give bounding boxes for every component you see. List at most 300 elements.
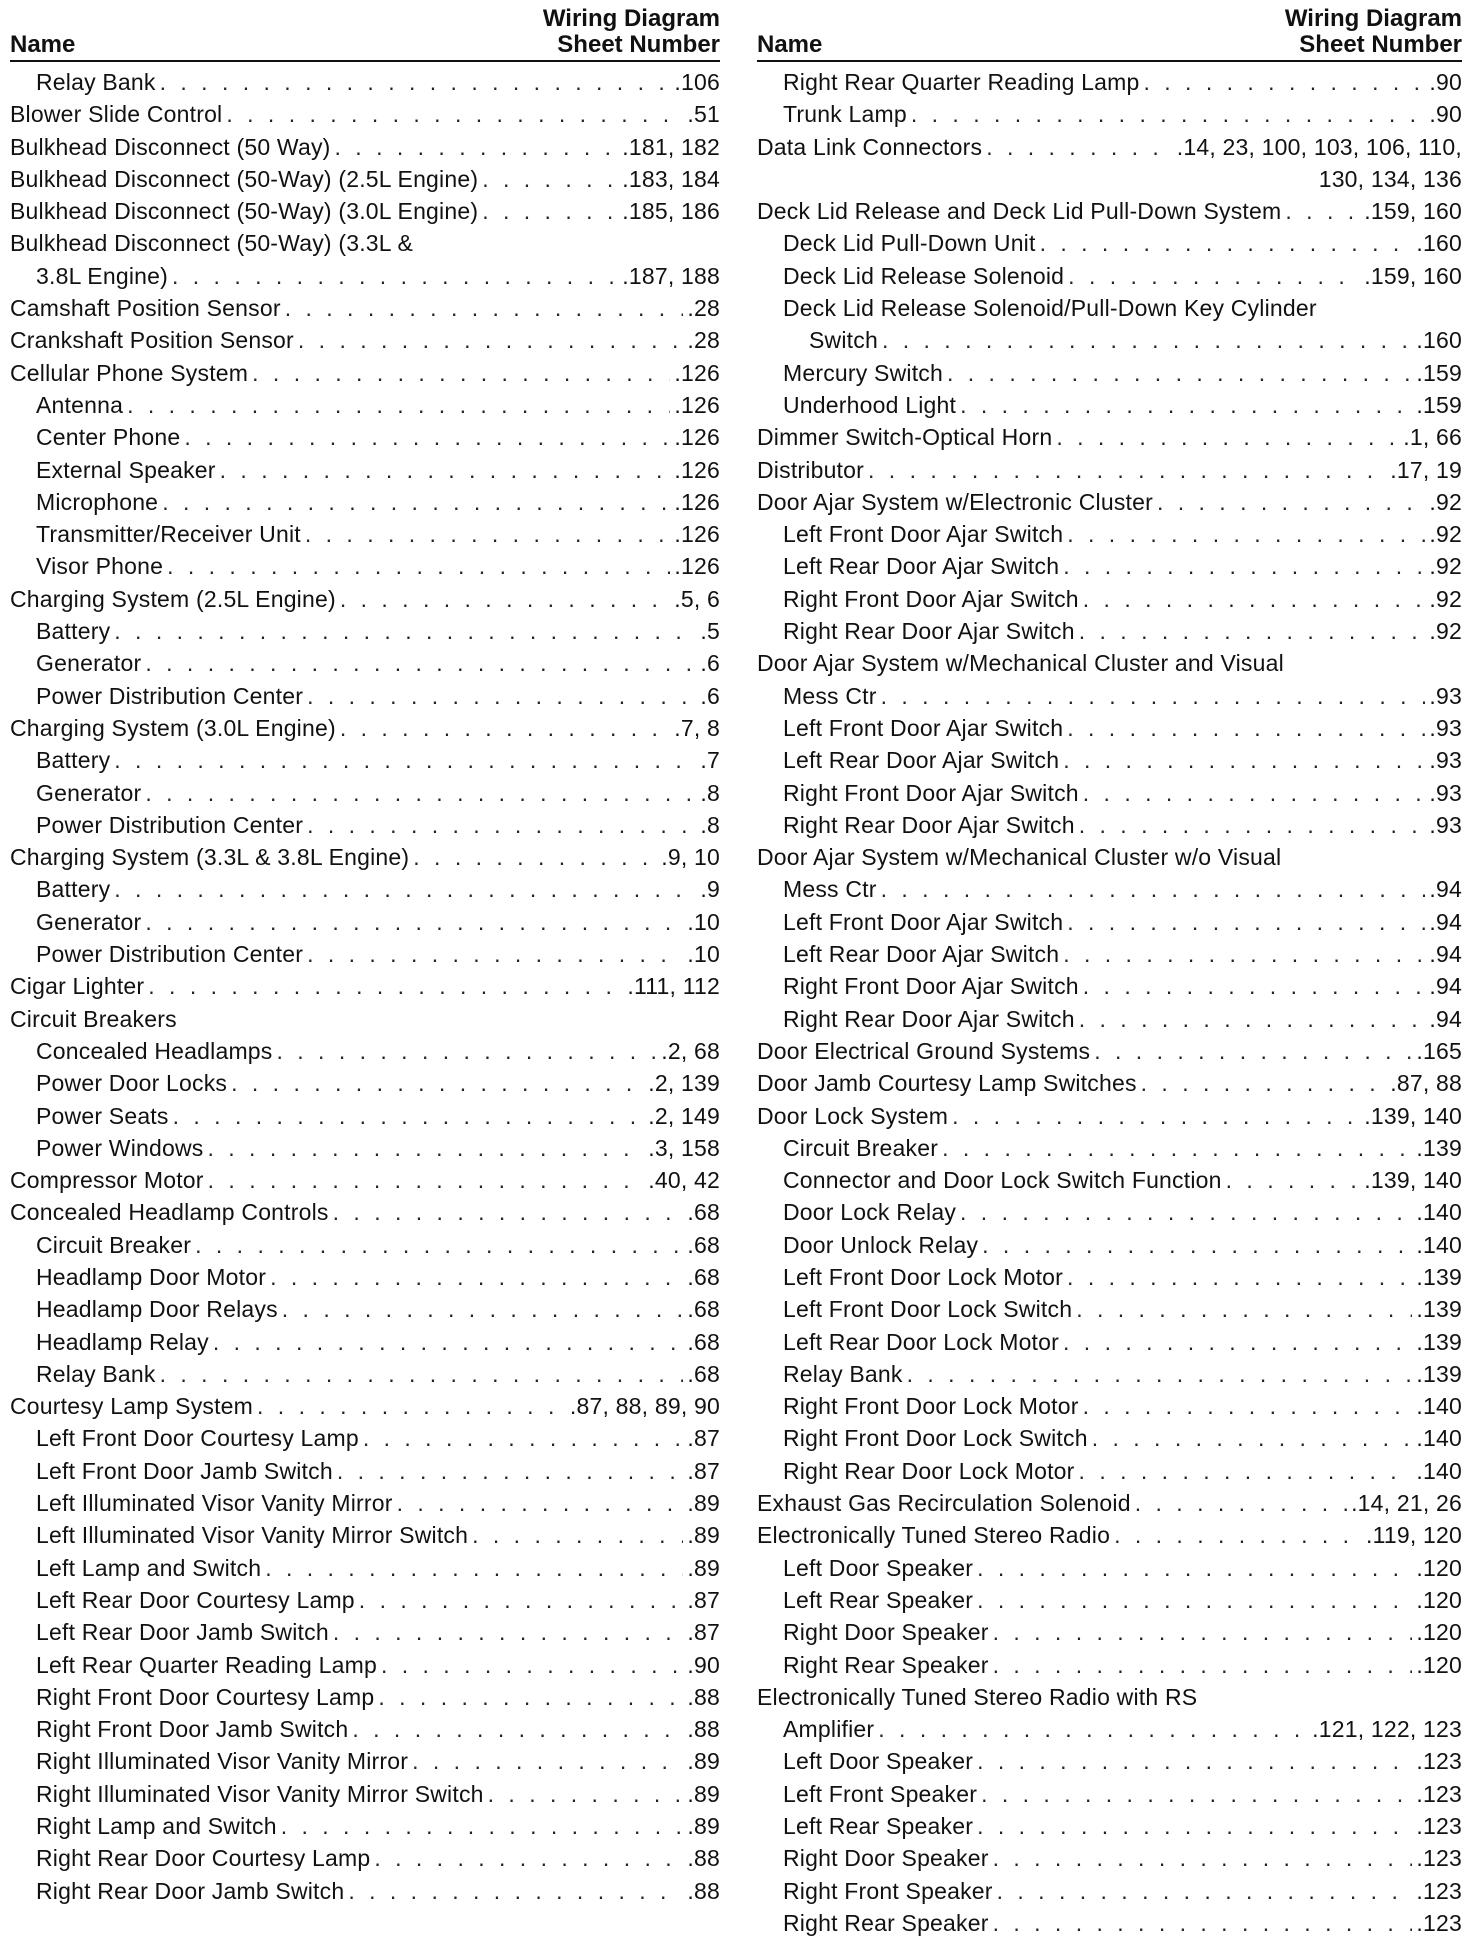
entry-line [36,486,720,518]
index-entry [10,1196,720,1228]
entry-name-lead: Door Ajar System w/Mechanical Cluster and Visual [757,650,1284,677]
dot-leader [348,1875,683,1907]
sheet-number: .185, 186 [622,198,720,225]
entry-line [783,1584,1462,1616]
index-entry [757,1681,1462,1746]
entry-name: Blower Slide Control [10,101,223,128]
entry-line [10,195,720,227]
sheet-number: .87 [687,1619,720,1646]
dot-leader [1135,1487,1347,1519]
sheet-number: .123 [1416,1845,1462,1872]
entry-name: Power Seats [36,1102,169,1129]
index-entry [10,906,720,938]
entry-line [783,1326,1462,1358]
sheet-number: .90 [1429,69,1462,95]
entry-name: Microphone [36,488,159,515]
entry-name: Left Rear Door Ajar Switch [783,553,1060,580]
dot-leader [1083,970,1426,1002]
entry-line [10,98,720,130]
dot-leader [982,1229,1412,1261]
entry-line [36,1552,720,1584]
entry-line [36,1261,720,1293]
index-entry [10,1422,720,1454]
entry-name: Bulkhead Disconnect (50 Way) [10,133,331,160]
index-entry [757,1649,1462,1681]
sheet-number: .123 [1416,1813,1462,1840]
dot-leader [145,906,683,938]
entry-line [757,680,1462,712]
sheet-number: .123 [1416,1877,1462,1904]
sheet-number: .139, 140 [1364,1102,1462,1129]
entry-name: Right Lamp and Switch [36,1813,277,1840]
entry-name: Left Front Door Ajar Switch [783,908,1064,935]
dot-leader [1114,1519,1362,1551]
entry-name: Left Rear Door Ajar Switch [783,941,1060,968]
index-entry [757,841,1462,906]
entry-line [783,1810,1462,1842]
entry-name: Trunk Lamp [783,101,907,128]
entry-name: Left Front Door Courtesy Lamp [36,1425,359,1452]
entry-name: Left Lamp and Switch [36,1554,262,1581]
entry-name: Generator [36,779,142,806]
sheet-number: .10 [687,908,720,935]
entry-name-lead: Door Ajar System w/Mechanical Cluster w/o Visual [757,844,1282,871]
entry-line [36,809,720,841]
dot-leader [482,195,618,227]
index-entry [757,1358,1462,1390]
index-entry [10,1616,720,1648]
entry-name: Left Front Door Lock Motor [783,1263,1064,1290]
dot-leader [305,518,671,550]
index-entry [10,680,720,712]
entry-line [757,1035,1462,1067]
dot-leader [1063,938,1425,970]
dot-leader [993,1907,1413,1939]
entry-name: Left Front Door Jamb Switch [36,1457,333,1484]
sheet-number: .9 [700,876,720,903]
index-entry [10,1713,720,1745]
sheet-number: .2, 139 [648,1070,720,1097]
dot-leader [977,1584,1412,1616]
entry-name: Door Electrical Ground Systems [757,1037,1091,1064]
entry-name: Right Rear Quarter Reading Lamp [783,69,1140,95]
entry-name: Concealed Headlamps [36,1037,273,1064]
entry-line [36,421,720,453]
sheet-number: .92 [1429,585,1462,612]
index-entry [757,906,1462,938]
entry-line [783,260,1462,292]
entry-name: Deck Lid Release and Deck Lid Pull-Down System [757,198,1282,225]
sheet-number: .89 [687,1554,720,1581]
sheet-number: .89 [687,1490,720,1517]
entry-line [10,260,720,292]
entry-line [783,970,1462,1002]
entry-line [783,615,1462,647]
entry-line [36,389,720,421]
entry-name: Headlamp Door Motor [36,1263,267,1290]
entry-name: Left Rear Quarter Reading Lamp [36,1651,377,1678]
entry-line [36,873,720,905]
entry-line [783,1003,1462,1035]
sheet-number: .8 [700,811,720,838]
entry-line [36,550,720,582]
index-entry [10,1164,720,1196]
entry-line [757,1067,1462,1099]
dot-leader [1285,195,1360,227]
dot-leader [208,1164,645,1196]
index-entry [10,421,720,453]
sheet-number: .126 [674,488,720,515]
entry-line [36,1035,720,1067]
dot-leader [148,970,623,1002]
entry-line [783,98,1462,130]
dot-leader [231,1067,644,1099]
entry-name: Left Rear Door Lock Motor [783,1328,1060,1355]
index-entry [757,1455,1462,1487]
dot-leader [381,1649,683,1681]
index-entry [10,518,720,550]
dot-leader [977,1552,1412,1584]
index-entry [10,163,720,195]
entry-name: Right Rear Door Ajar Switch [783,811,1075,838]
dot-leader [1056,421,1399,453]
entry-name: Right Rear Door Ajar Switch [783,1005,1075,1032]
dot-leader [145,647,696,679]
index-entry [10,1229,720,1261]
index-entry [757,1422,1462,1454]
entry-line [783,1455,1462,1487]
index-entry [757,1229,1462,1261]
entry-name: Center Phone [36,424,181,451]
sheet-number: .160 [1416,327,1462,354]
entry-line [783,1616,1462,1648]
entry-name: Relay Bank [36,1360,156,1387]
index-entry [10,1842,720,1874]
sheet-number: .89 [687,1748,720,1775]
index-entry [10,357,720,389]
entry-name: Right Rear Speaker [783,1651,989,1678]
sheet-number: .90 [1429,101,1462,128]
index-entry [10,1649,720,1681]
dot-leader [472,1519,683,1551]
index-entry [10,1035,720,1067]
sheet-number: .9, 10 [661,844,720,871]
dot-leader [167,550,670,582]
dot-leader [1144,66,1426,98]
dot-leader [281,1810,684,1842]
sheet-number: .10 [687,941,720,968]
index-entry [757,809,1462,841]
dot-leader [1092,1422,1413,1454]
entry-name: Concealed Headlamp Controls [10,1199,329,1226]
entry-name: Battery [36,876,111,903]
entry-name: Right Front Door Ajar Switch [783,973,1079,1000]
entry-line [36,615,720,647]
sheet-number: .120 [1416,1554,1462,1581]
entry-line [783,1778,1462,1810]
sheet-number: .123 [1416,1748,1462,1775]
index-entry [757,454,1462,486]
index-entry [10,1584,720,1616]
entry-name: Left Front Door Ajar Switch [783,521,1064,548]
entry-name: Power Distribution Center [36,811,304,838]
dot-leader [184,421,670,453]
sheet-number: .140 [1416,1425,1462,1452]
dot-leader [1083,1390,1413,1422]
sheet-number: .139 [1416,1134,1462,1161]
entry-line [36,777,720,809]
entry-line [783,389,1462,421]
entry-name: Amplifier [783,1716,875,1743]
entry-name: Headlamp Door Relays [36,1296,278,1323]
sheet-number: .120 [1416,1619,1462,1646]
sheet-number: .88 [687,1683,720,1710]
index-entries-left [10,66,720,1907]
entry-line [783,1293,1462,1325]
entry-line [757,195,1462,227]
index-entry [10,1390,720,1422]
entry-line [783,1875,1462,1907]
sheet-number: .93 [1429,811,1462,838]
sheet-number: .93 [1429,779,1462,806]
dot-leader [1068,260,1360,292]
entry-line [757,873,1462,905]
index-entry [757,1616,1462,1648]
index-entry [10,1778,720,1810]
dot-leader [340,712,670,744]
entry-name: Mess Ctr [783,682,877,709]
dot-leader [270,1261,683,1293]
dot-leader [307,680,696,712]
entry-line [783,1649,1462,1681]
sheet-number: .51 [687,101,720,128]
sheet-number: .94 [1429,876,1462,903]
sheet-number: .5, 6 [674,585,720,612]
index-entries-right [757,66,1462,1939]
sheet-number: .181, 182 [622,133,720,160]
dot-leader [114,744,696,776]
sheet-number: .89 [687,1813,720,1840]
entry-name: Distributor [757,456,865,483]
sheet-number: .1, 66 [1403,424,1462,451]
entry-name: Left Rear Door Jamb Switch [36,1619,329,1646]
entry-line [757,1713,1462,1745]
index-entry [757,389,1462,421]
entry-line [36,1713,720,1745]
entry-name: Left Front Door Ajar Switch [783,714,1064,741]
index-entry [757,1552,1462,1584]
sheet-heading-line1: Wiring Diagram [1284,5,1462,32]
entry-name: Left Front Door Lock Switch [783,1296,1073,1323]
entry-name: Right Illuminated Visor Vanity Mirror Switch [36,1780,484,1807]
dot-leader [374,1842,683,1874]
sheet-number: .14, 23, 100, 103, 106, 110, [1176,133,1462,160]
sheet-number: .2, 68 [661,1037,720,1064]
sheet-number: .111, 112 [627,973,720,1000]
dot-leader [881,680,1426,712]
dot-leader [1063,1326,1412,1358]
dot-leader [252,357,670,389]
entry-name: Antenna [36,391,124,418]
index-entry [10,1810,720,1842]
index-entry [757,1810,1462,1842]
index-entry [757,486,1462,518]
index-entry [10,550,720,582]
index-entry [757,227,1462,259]
dot-leader [1067,712,1425,744]
entry-name: Right Rear Door Courtesy Lamp [36,1845,371,1872]
dot-leader [307,809,696,841]
dot-leader [1063,550,1425,582]
dot-leader [1083,777,1426,809]
entry-name: Compressor Motor [10,1167,204,1194]
entry-line [10,712,720,744]
sheet-number-heading [1285,6,1462,58]
index-entry [757,1326,1462,1358]
entry-name: Bulkhead Disconnect (50-Way) (2.5L Engine) [10,165,479,192]
index-entry [757,647,1462,712]
dot-leader [162,486,670,518]
dot-leader [333,1196,684,1228]
entry-name: Door Lock System [757,1102,949,1129]
dot-leader [1226,1164,1361,1196]
dot-leader [878,1713,1308,1745]
entry-name: Charging System (3.3L & 3.8L Engine) [10,844,410,871]
sheet-number: .187, 188 [622,262,720,289]
entry-line [10,583,720,615]
sheet-number: .92 [1429,488,1462,515]
entry-name: Generator [36,650,142,677]
dot-leader [172,260,618,292]
dot-leader [1079,1003,1426,1035]
sheet-number: .68 [687,1296,720,1323]
index-entry [10,66,720,98]
index-entry [757,744,1462,776]
entry-line [36,1778,720,1810]
dot-leader [160,66,671,98]
sheet-number: .40, 42 [648,1167,720,1194]
entry-name: Power Door Locks [36,1070,228,1097]
dot-leader [881,873,1426,905]
dot-leader [981,1778,1412,1810]
sheet-number-continued: 130, 134, 136 [1318,165,1462,192]
entry-line [10,1196,720,1228]
sheet-number: .126 [674,391,720,418]
dot-leader [977,1810,1412,1842]
entry-line [10,970,720,1002]
entry-name: Generator [36,908,142,935]
dot-leader [257,1390,566,1422]
index-entry [757,1907,1462,1939]
sheet-number: .88 [687,1845,720,1872]
entry-name: Right Front Speaker [783,1877,993,1904]
index-entry [10,841,720,873]
index-entry [10,1875,720,1907]
dot-leader [378,1681,683,1713]
entry-name: Headlamp Relay [36,1328,209,1355]
index-entry [10,938,720,970]
entry-name: Connector and Door Lock Switch Function [783,1167,1222,1194]
entry-line [783,1164,1462,1196]
sheet-heading-line2: Sheet Number [557,31,720,58]
sheet-number: .126 [674,553,720,580]
entry-line [36,1745,720,1777]
dot-leader [307,938,683,970]
entry-line [783,1390,1462,1422]
index-entry [757,615,1462,647]
right-column [757,0,1462,1939]
entry-name: Right Rear Speaker [783,1909,989,1936]
sheet-number: .93 [1429,747,1462,774]
index-entry [10,389,720,421]
entry-line [10,841,720,873]
sheet-number: .139, 140 [1364,1167,1462,1194]
dot-leader [413,841,657,873]
entry-name: Dimmer Switch-Optical Horn [757,424,1053,451]
entry-line [783,1422,1462,1454]
dot-leader [298,324,684,356]
column-header [757,0,1462,62]
entry-name: Relay Bank [36,69,156,95]
entry-name: Left Rear Door Ajar Switch [783,747,1060,774]
entry-name: Cigar Lighter [10,973,145,1000]
index-entry [757,1261,1462,1293]
sheet-number: .68 [687,1231,720,1258]
sheet-number: .159 [1416,391,1462,418]
sheet-number: .94 [1429,908,1462,935]
entry-line [36,1293,720,1325]
index-entry [10,98,720,130]
dot-leader [363,1422,684,1454]
entry-name: Right Front Door Courtesy Lamp [36,1683,375,1710]
dot-leader [335,131,619,163]
entry-line [783,1132,1462,1164]
index-entry [757,1100,1462,1132]
sheet-number: .92 [1429,521,1462,548]
entry-name: Left Rear Speaker [783,1586,974,1613]
sheet-number: .106 [674,69,720,95]
entry-name: Bulkhead Disconnect (50-Way) (3.0L Engine) [10,198,479,225]
entry-name: External Speaker [36,456,216,483]
dot-leader [1079,615,1426,647]
entry-line [783,227,1462,259]
dot-leader [145,777,696,809]
sheet-number: .88 [687,1877,720,1904]
index-entry [10,486,720,518]
entry-name: Right Rear Door Ajar Switch [783,618,1075,645]
sheet-number: .2, 149 [648,1102,720,1129]
entry-line [783,777,1462,809]
entry-name: Circuit Breakers [10,1005,177,1032]
entry-line [783,1907,1462,1939]
entry-name: Relay Bank [783,1360,903,1387]
sheet-number: .140 [1416,1199,1462,1226]
dot-leader [907,1358,1413,1390]
dot-leader [412,1745,683,1777]
sheet-number: .93 [1429,682,1462,709]
entry-name: Charging System (2.5L Engine) [10,585,336,612]
entry-line [36,647,720,679]
entry-line [783,1261,1462,1293]
sheet-number: .140 [1416,1231,1462,1258]
entry-line [36,1100,720,1132]
dot-leader [947,357,1412,389]
sheet-number: .159, 160 [1364,262,1462,289]
index-entry [10,1100,720,1132]
index-entry [757,1164,1462,1196]
dot-leader [960,1196,1412,1228]
entry-line [36,1875,720,1907]
